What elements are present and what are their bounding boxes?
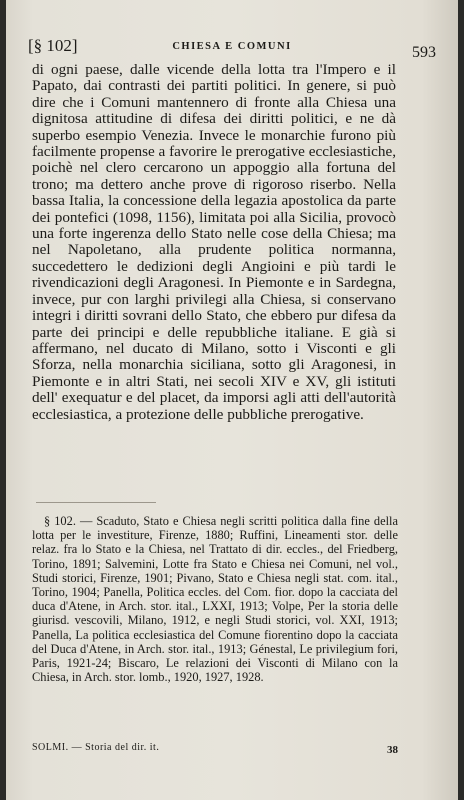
page-number: 593 [412, 44, 436, 61]
footnote-divider [36, 502, 156, 503]
running-title: CHIESA E COMUNI [172, 41, 292, 52]
main-text [32, 62, 396, 423]
page-footer [32, 742, 398, 760]
signature-mark: 38 [387, 744, 398, 756]
section-marker: [§ 102] [28, 36, 78, 55]
footnote-text: § 102. — Scaduto, Stato e Chiesa negli scritti politica dalla fine della lotta per le investiture, Firenze, 1880; Ruffini, Lineamenti stor. delle relaz. fra lo Stato e la Chiesa, nel Trattato di dir. eccles., del Friedberg, Torino, 1891; Salvemini, Lotte fra Stato e Chiesa nei Comuni, nel vol., Studi storici, Firenze, 1901; Pivano, Stato e Chiesa negli stat. com. ital., Torino, 1904; Panella, Politica eccles. del Com. fior. dopo la cacciata del duca d'Atene, in Arch. stor. ital., LXXI, 1913; Volpe, Per la storia delle giurisd. vescovili, Milano, 1912, e negli Studi storici, vol. XXI, 1913; Panella, La politica ecclesiastica del Comune fiorentino dopo la cacciata del Duca d'Atene, in Arch. stor. ital., 1913; Génestal, Le privilegium fori, Paris, 1921-24; Biscaro, Le relazioni dei Visconti di Milano con la Chiesa, in Arch. stor. lomb., 1920, 1927, 1928. [32, 514, 398, 685]
body-paragraph: di ogni paese, dalle vicende della lotta tra l'Impero e il Papato, dai contrasti dei partiti politici. In genere, si può dire che i Comuni mantennero di fronte alla Chiesa una dignitosa attitudine di difesa dei diritti politici, e ne dà superbo esempio Venezia. Invece le monarchie furono più facilmente propense a favorire le prerogative ecclesiastiche, poichè nel clero cercarono un appoggio alla fortuna del trono; ma dettero anche prove di rigoroso riserbo. Nella bassa Italia, la concessione della legazia apostolica da parte dei pontefici (1098, 1156), limitata poi alla Sicilia, provocò una forte ingerenza dello Stato nelle cose della Chiesa; ma nel Napoletano, alla prudente politica normanna, succedettero le dedizioni degli Angioini e più tardi le rivendicazioni degli Aragonesi. In Piemonte e in Sardegna, invece, pur con larghi privilegi alla Chiesa, si conservano integri i diritti sovrani dello Stato, che ebbero pur difesa da parte dei principi e delle repubbliche italiane. E già si affermano, nel ducato di Milano, sotto i Visconti e gli Sforza, nella monarchia siciliana, sotto gli Aragonesi, in Piemonte e in altri Stati, nei secoli XIV e XV, gli istituti dell' exequatur e del placet, da imporsi agli atti dell'autorità ecclesiastica, a protezione delle pubbliche prerogative. [32, 61, 396, 423]
running-header [28, 36, 436, 60]
footnote [32, 514, 398, 684]
book-page [6, 0, 458, 800]
book-title-footer: SOLMI. — Storia del dir. it. [32, 742, 160, 753]
